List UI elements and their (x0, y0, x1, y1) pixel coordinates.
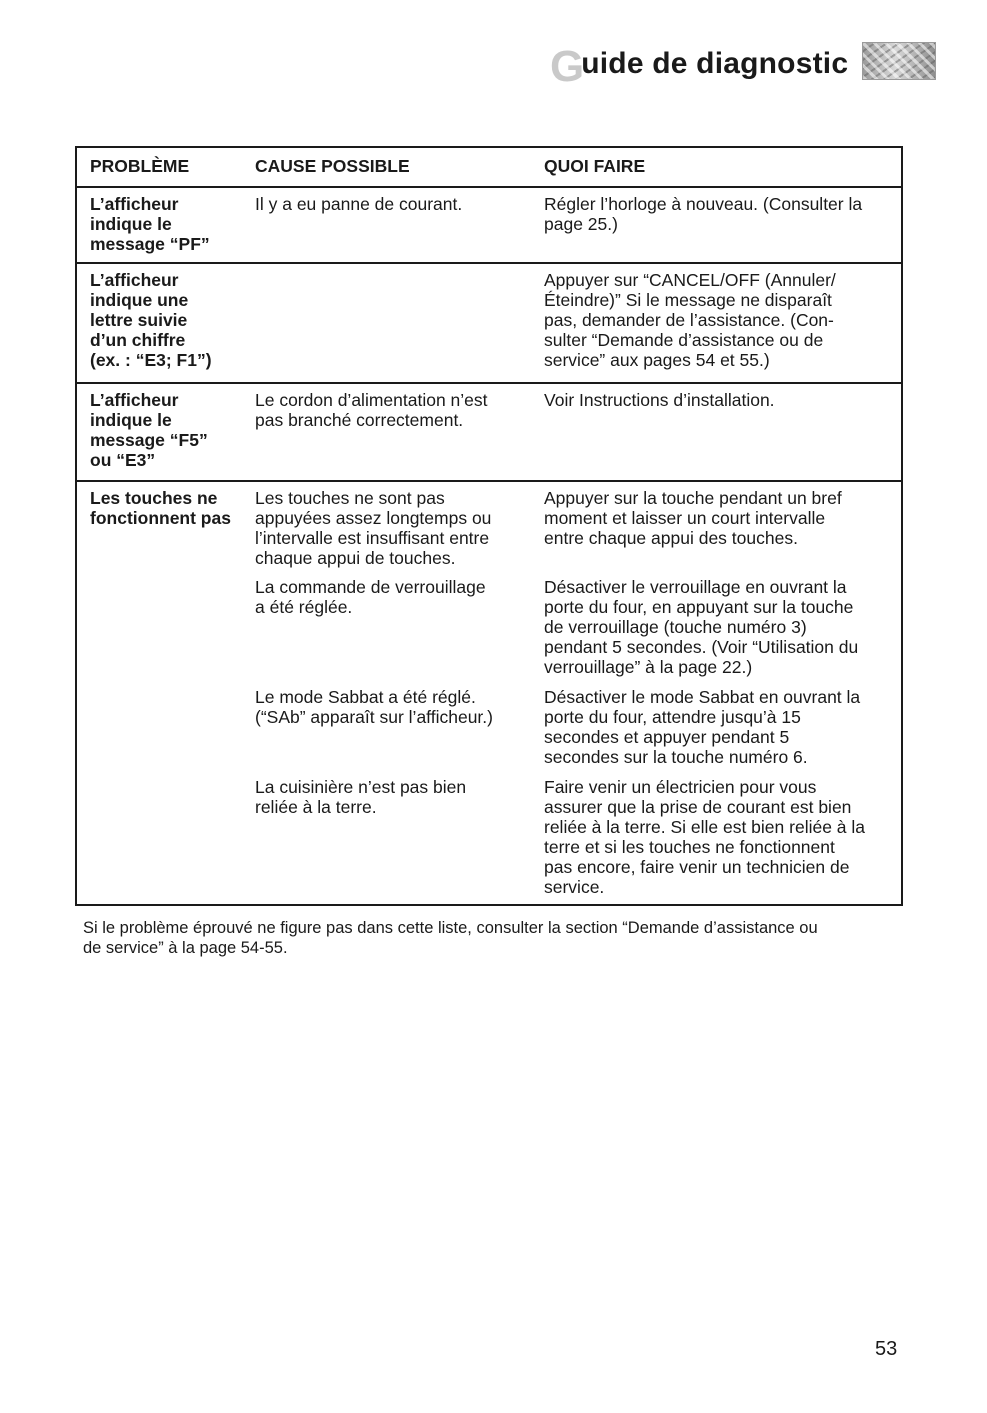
problem-line: L’afficheur (90, 194, 179, 214)
problem-line: indique le (90, 214, 172, 234)
action-line: Désactiver le mode Sabbat en ouvrant la (544, 687, 861, 707)
problem-cell (90, 488, 258, 528)
problem-line: Les touches ne (90, 488, 218, 508)
cause-line: reliée à la terre. (255, 797, 377, 817)
action-line: Voir Instructions d’installation. (544, 390, 775, 410)
action-line: verrouillage” à la page 22.) (544, 657, 753, 677)
action-line: porte du four, en appuyant sur la touche (544, 597, 854, 617)
header-title-initial: G (550, 42, 585, 91)
table-row (77, 480, 901, 904)
action-line: service. (544, 877, 605, 897)
cause-line: La commande de verrouillage (255, 577, 486, 597)
action-line: sulter “Demande d’assistance ou de (544, 330, 824, 350)
header-problem: PROBLÈME (90, 156, 190, 176)
problem-line: d’un chiffre (90, 330, 186, 350)
action-line: de verrouillage (touche numéro 3) (544, 617, 807, 637)
problem-line: (ex. : “E3; F1”) (90, 350, 212, 370)
action-line: pas, demander de l’assistance. (Con- (544, 310, 834, 330)
problem-line: L’afficheur (90, 270, 179, 290)
cause-cell (255, 687, 535, 727)
problem-line: message “F5” (90, 430, 208, 450)
problem-line: message “PF” (90, 234, 210, 254)
problem-line: ou “E3” (90, 450, 156, 470)
action-cell (544, 488, 899, 548)
problem-line: lettre suivie (90, 310, 188, 330)
action-line: service” aux pages 54 et 55.) (544, 350, 770, 370)
action-line: Appuyer sur “CANCEL/OFF (Annuler/ (544, 270, 836, 290)
action-line: moment et laisser un court intervalle (544, 508, 826, 528)
action-line: Désactiver le verrouillage en ouvrant la (544, 577, 847, 597)
cause-line: pas branché correctement. (255, 410, 464, 430)
action-line: Appuyer sur la touche pendant un bref (544, 488, 842, 508)
cause-line: Le mode Sabbat a été réglé. (255, 687, 476, 707)
problem-line: L’afficheur (90, 390, 179, 410)
action-cell (544, 270, 899, 370)
problem-cell (90, 390, 258, 470)
problem-line: indique une (90, 290, 189, 310)
action-cell (544, 687, 899, 767)
header-action: QUOI FAIRE (544, 156, 646, 176)
action-line: page 25.) (544, 214, 618, 234)
action-line: Éteindre)” Si le message ne disparaît (544, 290, 832, 310)
cause-line: chaque appui de touches. (255, 548, 456, 568)
problem-cell (90, 270, 258, 370)
diagnostic-table (75, 146, 903, 906)
page-number: 53 (875, 1338, 898, 1360)
cause-cell (255, 390, 535, 430)
header-cause: CAUSE POSSIBLE (255, 156, 410, 176)
action-line: assurer que la prise de courant est bien (544, 797, 852, 817)
cause-line: l’intervalle est insuffisant entre (255, 528, 490, 548)
cause-cell (255, 488, 535, 568)
action-line: Faire venir un électricien pour vous (544, 777, 817, 797)
action-line: pendant 5 secondes. (Voir “Utilisation du (544, 637, 859, 657)
cause-line: appuyées assez longtemps ou (255, 508, 492, 528)
action-cell (544, 777, 899, 897)
action-line: terre et si les touches ne fonctionnent (544, 837, 835, 857)
problem-line: indique le (90, 410, 172, 430)
footnote-line: Si le problème éprouvé ne figure pas dans cette liste, consulter la section “Demande d’assistance ou (83, 919, 818, 937)
action-cell (544, 194, 899, 234)
cause-line: Les touches ne sont pas (255, 488, 445, 508)
footnote-line: de service” à la page 54-55. (83, 939, 288, 957)
action-line: pas encore, faire venir un technicien de (544, 857, 850, 877)
table-row (77, 382, 901, 482)
footnote (83, 918, 903, 958)
decorative-texture-icon (862, 42, 936, 80)
problem-line: fonctionnent pas (90, 508, 231, 528)
cause-line: Le cordon d’alimentation n’est (255, 390, 488, 410)
action-line: secondes et appuyer pendant 5 (544, 727, 790, 747)
table-row (77, 186, 901, 264)
header-title: uide de diagnostic (581, 47, 849, 80)
cause-line: a été réglée. (255, 597, 353, 617)
table-row (77, 262, 901, 384)
cause-cell (255, 194, 535, 214)
action-line: secondes sur la touche numéro 6. (544, 747, 808, 767)
cause-line: Il y a eu panne de courant. (255, 194, 463, 214)
cause-line: La cuisinière n’est pas bien (255, 777, 467, 797)
problem-cell (90, 194, 258, 254)
action-cell (544, 390, 899, 410)
table-header-row (77, 148, 901, 188)
action-cell (544, 577, 899, 677)
action-line: Régler l’horloge à nouveau. (Consulter la (544, 194, 863, 214)
cause-line: (“SAb” apparaît sur l’afficheur.) (255, 707, 493, 727)
action-line: porte du four, attendre jusqu’à 15 (544, 707, 801, 727)
cause-cell (255, 577, 535, 617)
action-line: reliée à la terre. Si elle est bien reliée à la (544, 817, 866, 837)
action-line: entre chaque appui des touches. (544, 528, 798, 548)
page-header (550, 38, 848, 90)
cause-cell (255, 777, 535, 817)
